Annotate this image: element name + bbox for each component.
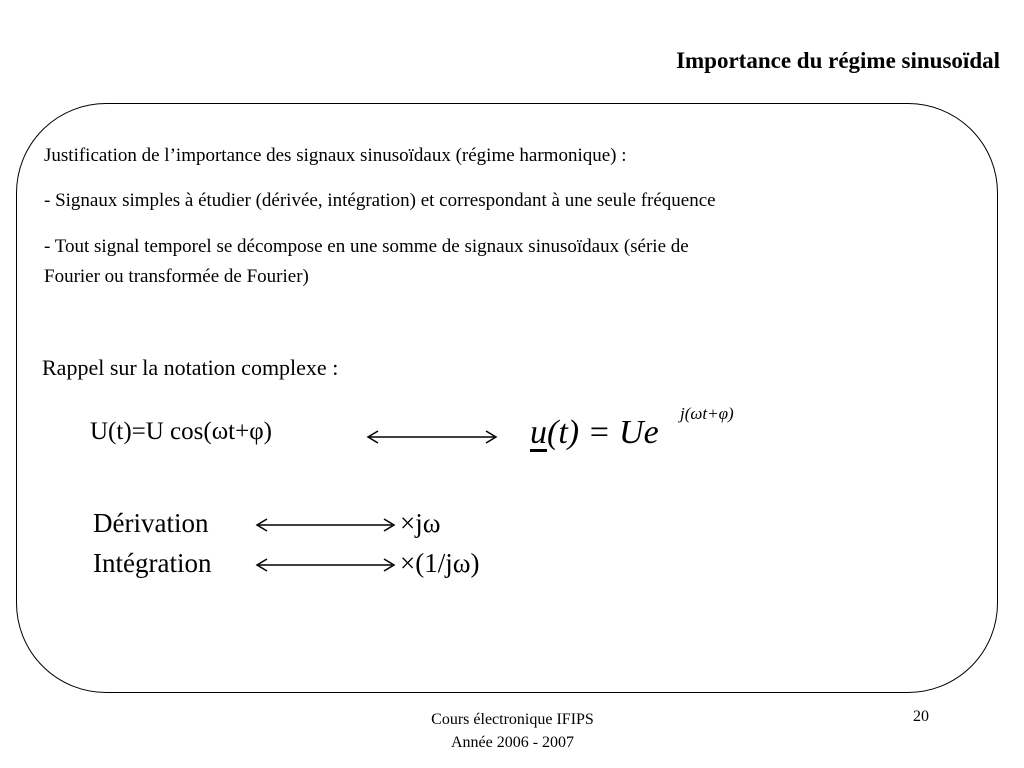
footer-course-name: Cours électronique IFIPS bbox=[431, 711, 594, 728]
page-number: 20 bbox=[913, 708, 929, 725]
footer-course-info bbox=[390, 708, 635, 754]
bullet-fourier-line-1: - Tout signal temporel se décompose en une somme de signaux sinusoïdaux (série de bbox=[44, 236, 689, 257]
integration-arrow-icon bbox=[253, 555, 398, 575]
integration-value: ×(1/jω) bbox=[400, 548, 480, 578]
bullet-simple-signals: - Signaux simples à étudier (dérivée, intégration) et correspondant à une seule fréquence bbox=[44, 190, 716, 211]
slide-title: Importance du régime sinusoïdal bbox=[676, 48, 1000, 73]
derivation-label: Dérivation bbox=[93, 508, 209, 538]
derivation-value: ×jω bbox=[400, 508, 441, 538]
derivation-arrow-icon bbox=[253, 515, 398, 535]
complex-signal-equation bbox=[530, 404, 734, 452]
complex-u-symbol: u bbox=[530, 414, 547, 451]
footer-academic-year: Année 2006 - 2007 bbox=[450, 734, 575, 751]
complex-exponent: j(ωt+φ) bbox=[680, 404, 734, 423]
real-signal-equation: U(t)=U cos(ωt+φ) bbox=[90, 418, 272, 445]
integration-label: Intégration bbox=[93, 548, 212, 578]
bullet-fourier-line-2: Fourier ou transformée de Fourier) bbox=[44, 266, 309, 287]
intro-text: Justification de l’importance des signaux sinusoïdaux (régime harmonique) : bbox=[44, 145, 627, 166]
rappel-heading: Rappel sur la notation complexe : bbox=[42, 355, 339, 380]
complex-equation-body: (t) = Ue bbox=[547, 414, 659, 451]
double-arrow-icon bbox=[362, 427, 502, 447]
